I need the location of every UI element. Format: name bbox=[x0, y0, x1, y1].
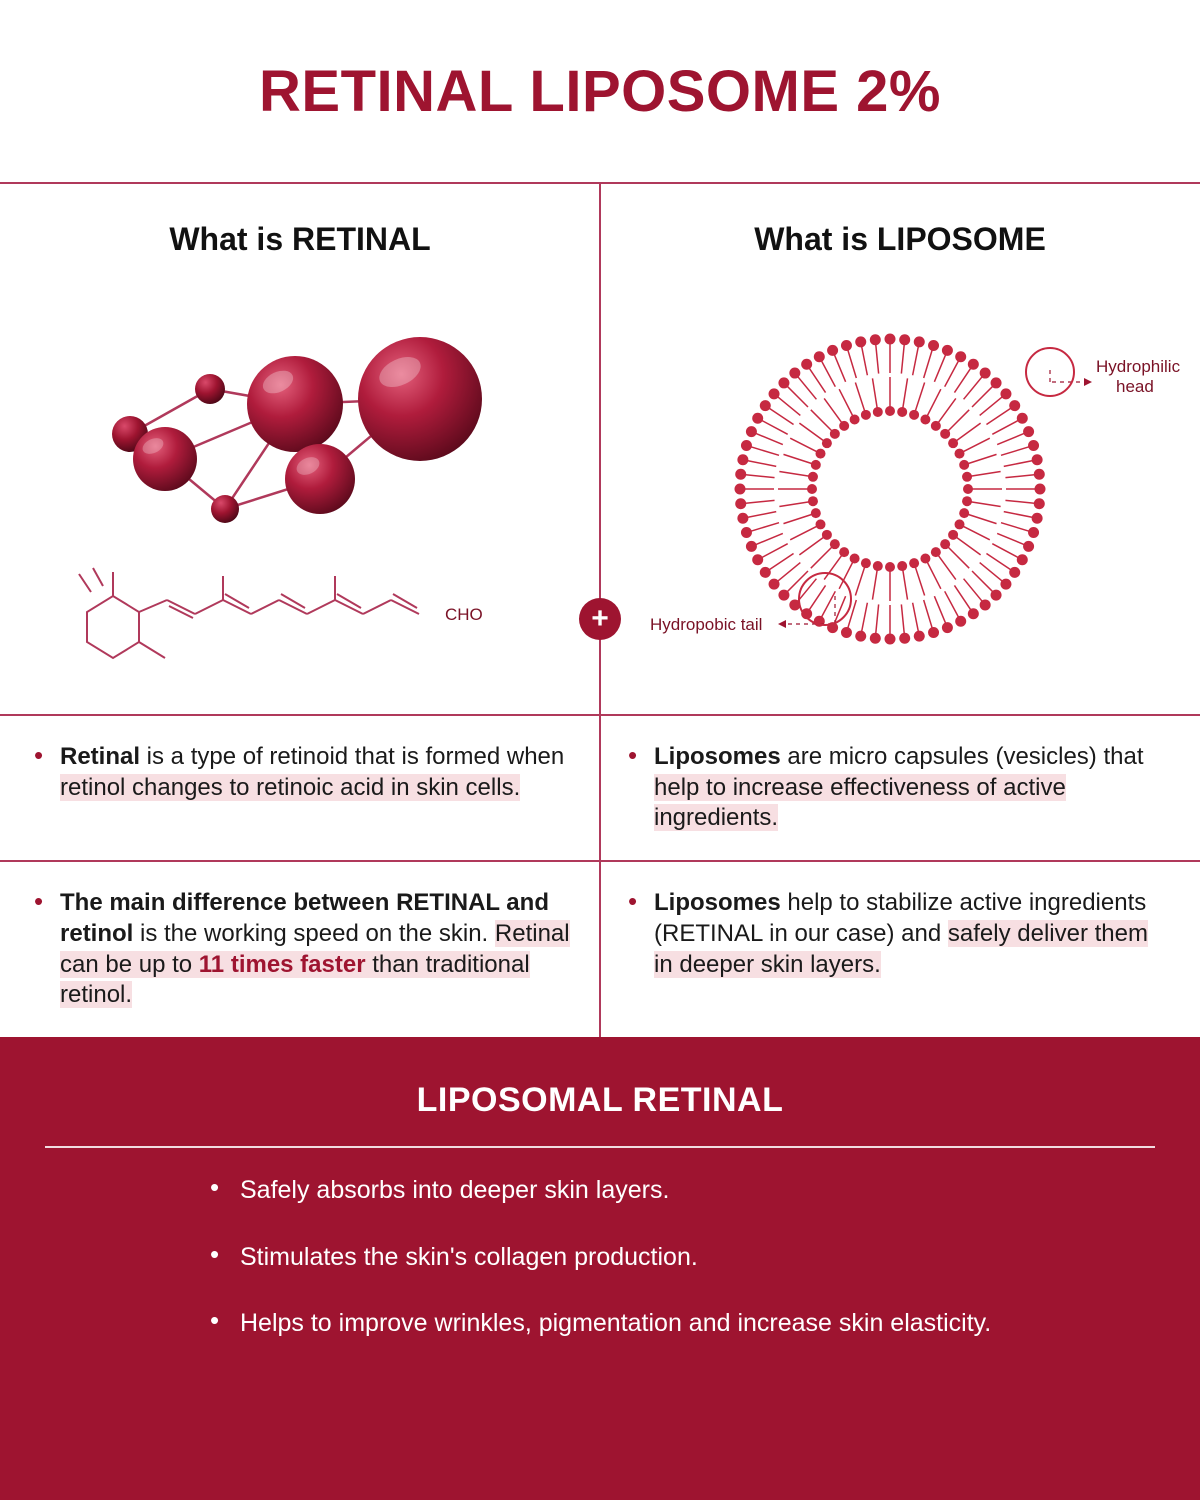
plus-icon: + bbox=[579, 598, 621, 640]
chem-label-cho: CHO bbox=[445, 605, 483, 624]
highlight-circle-2 bbox=[799, 573, 851, 625]
left-heading: What is RETINAL bbox=[169, 220, 431, 257]
liposome-artwork bbox=[600, 294, 1200, 714]
list-item: • Safely absorbs into deeper skin layers. bbox=[210, 1174, 1030, 1207]
text-segment: than traditional retinol. bbox=[60, 950, 530, 1009]
text-segment: The main difference between RETINAL and retinol bbox=[60, 889, 549, 947]
text-segment: is a type of retinoid that is formed when bbox=[140, 743, 565, 770]
text-segment: help to stabilize active ingredients (RETINAL in our case) and bbox=[654, 889, 1147, 947]
label-hydrophilic-head-line1: Hydrophilic bbox=[1096, 357, 1180, 376]
left-bullet-2 bbox=[0, 862, 600, 1037]
text-segment: are micro capsules (vesicles) that bbox=[780, 743, 1144, 770]
label-hydrophobic-tail: Hydropobic tail bbox=[650, 615, 763, 634]
text-segment: Liposomes bbox=[654, 743, 781, 770]
comparison-grid bbox=[0, 182, 1200, 1037]
label-hydrophilic-head-line2: head bbox=[1116, 377, 1154, 396]
text-segment: is the working speed on the skin. bbox=[133, 919, 495, 947]
arrow-head-left bbox=[778, 620, 786, 628]
title-bar bbox=[0, 0, 1200, 182]
right-heading: What is LIPOSOME bbox=[754, 220, 1046, 257]
text-segment: Retinal bbox=[60, 743, 141, 770]
footer-panel bbox=[0, 1037, 1200, 1500]
bullet-text bbox=[60, 742, 570, 803]
retinal-artwork bbox=[0, 294, 600, 714]
left-bullet-1 bbox=[0, 716, 600, 860]
right-column-header bbox=[600, 184, 1200, 714]
retinal-molecule-icon bbox=[20, 294, 580, 694]
text-segment: help to increase effectiveness of active ingredients. bbox=[654, 773, 1066, 832]
list-item: • Stimulates the skin's collagen production. bbox=[210, 1241, 1030, 1274]
text-segment: Liposomes bbox=[654, 889, 781, 917]
footer-heading: LIPOSOMAL RETINAL bbox=[416, 1081, 784, 1120]
left-column-header bbox=[0, 184, 600, 714]
text-segment: safely deliver them in deeper skin layers. bbox=[654, 919, 1148, 978]
text-segment: retinol changes to retinoic acid in skin cells. bbox=[60, 773, 521, 801]
bullet-text bbox=[654, 888, 1164, 980]
list-item: • Helps to improve wrinkles, pigmentation and increase skin elasticity. bbox=[210, 1307, 1030, 1340]
arrow-head-right bbox=[1084, 378, 1092, 386]
bullet-text bbox=[60, 888, 570, 1011]
right-bullet-1 bbox=[600, 716, 1200, 860]
bullet-text bbox=[654, 742, 1164, 834]
liposome-icon bbox=[620, 294, 1180, 694]
footer-divider bbox=[45, 1146, 1155, 1148]
text-segment: 11 times faster bbox=[198, 950, 366, 978]
footer-benefit-list bbox=[210, 1174, 1030, 1374]
text-segment: Retinal can be up to bbox=[60, 919, 570, 978]
page-title: RETINAL LIPOSOME 2% bbox=[259, 58, 941, 124]
right-bullet-2 bbox=[600, 862, 1200, 1037]
